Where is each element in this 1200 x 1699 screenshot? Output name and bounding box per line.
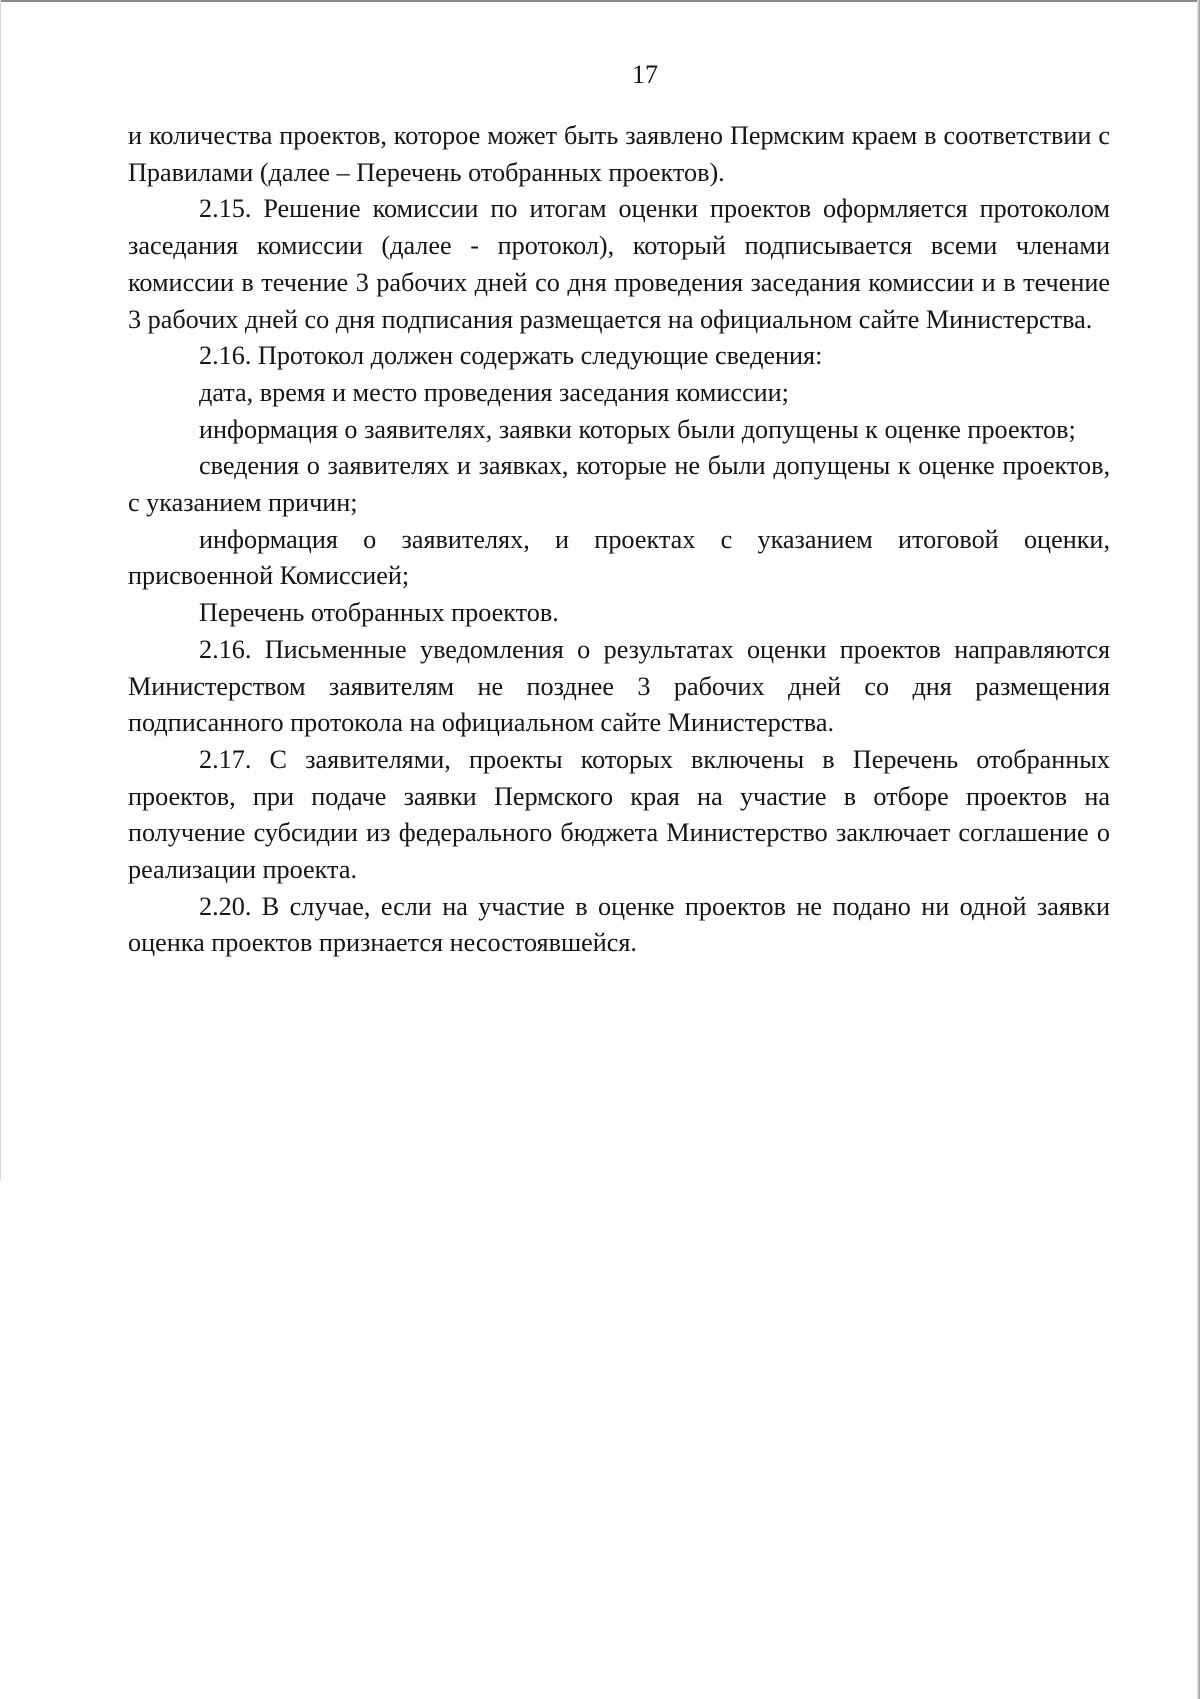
list-item-final-scores: информация о заявителях, и проектах с указанием итоговой оценки, присвоенной Комиссией;: [128, 524, 1110, 591]
scan-edge-left: [0, 0, 1, 1180]
scan-edge-top: [0, 0, 1200, 2]
paragraph-continuation: и количества проектов, которое может быть заявлено Пермским краем в соответствии с Правилами (далее – Перечень отобранных проектов).: [128, 121, 1110, 187]
list-item-selected-projects: Перечень отобранных проектов.: [199, 598, 559, 628]
paragraph-2-16-protocol: 2.16. Протокол должен содержать следующие сведения:: [199, 341, 823, 371]
list-item-admitted-applicants: информация о заявителях, заявки которых были допущены к оценке проектов;: [199, 414, 1076, 444]
paragraph-2-16-notifications: 2.16. Письменные уведомления о результатах оценки проектов направляются Министерством заявителям не позднее 3 рабочих дней со дня размещения подписанного протокола на официальном сайте Министерства.: [128, 634, 1110, 738]
list-item-rejected-applications: сведения о заявителях и заявках, которые не были допущены к оценке проектов, с указанием причин;: [128, 451, 1110, 518]
document-body: [128, 118, 1110, 962]
page-number: 17: [632, 60, 658, 89]
list-item-date-time-place: дата, время и место проведения заседания комиссии;: [199, 377, 789, 407]
paragraph-2-20: 2.20. В случае, если на участие в оценке проектов не подано ни одной заявки оценка проектов признается несостоявшейся.: [128, 891, 1110, 958]
paragraph-2-15: 2.15. Решение комиссии по итогам оценки проектов оформляется протоколом заседания комиссии (далее - протокол), который подписывается всеми членами комиссии в течение 3 рабочих дней со дня проведения заседания комиссии и в течение 3 рабочих дней со дня подписания размещается на официальном сайте Министерства.: [128, 194, 1110, 334]
paragraph-2-17: 2.17. С заявителями, проекты которых включены в Перечень отобранных проектов, при подаче заявки Пермского края на участие в отборе проектов на получение субсидии из федерального бюджета Министерство заключает соглашение о реализации проекта.: [128, 744, 1110, 885]
